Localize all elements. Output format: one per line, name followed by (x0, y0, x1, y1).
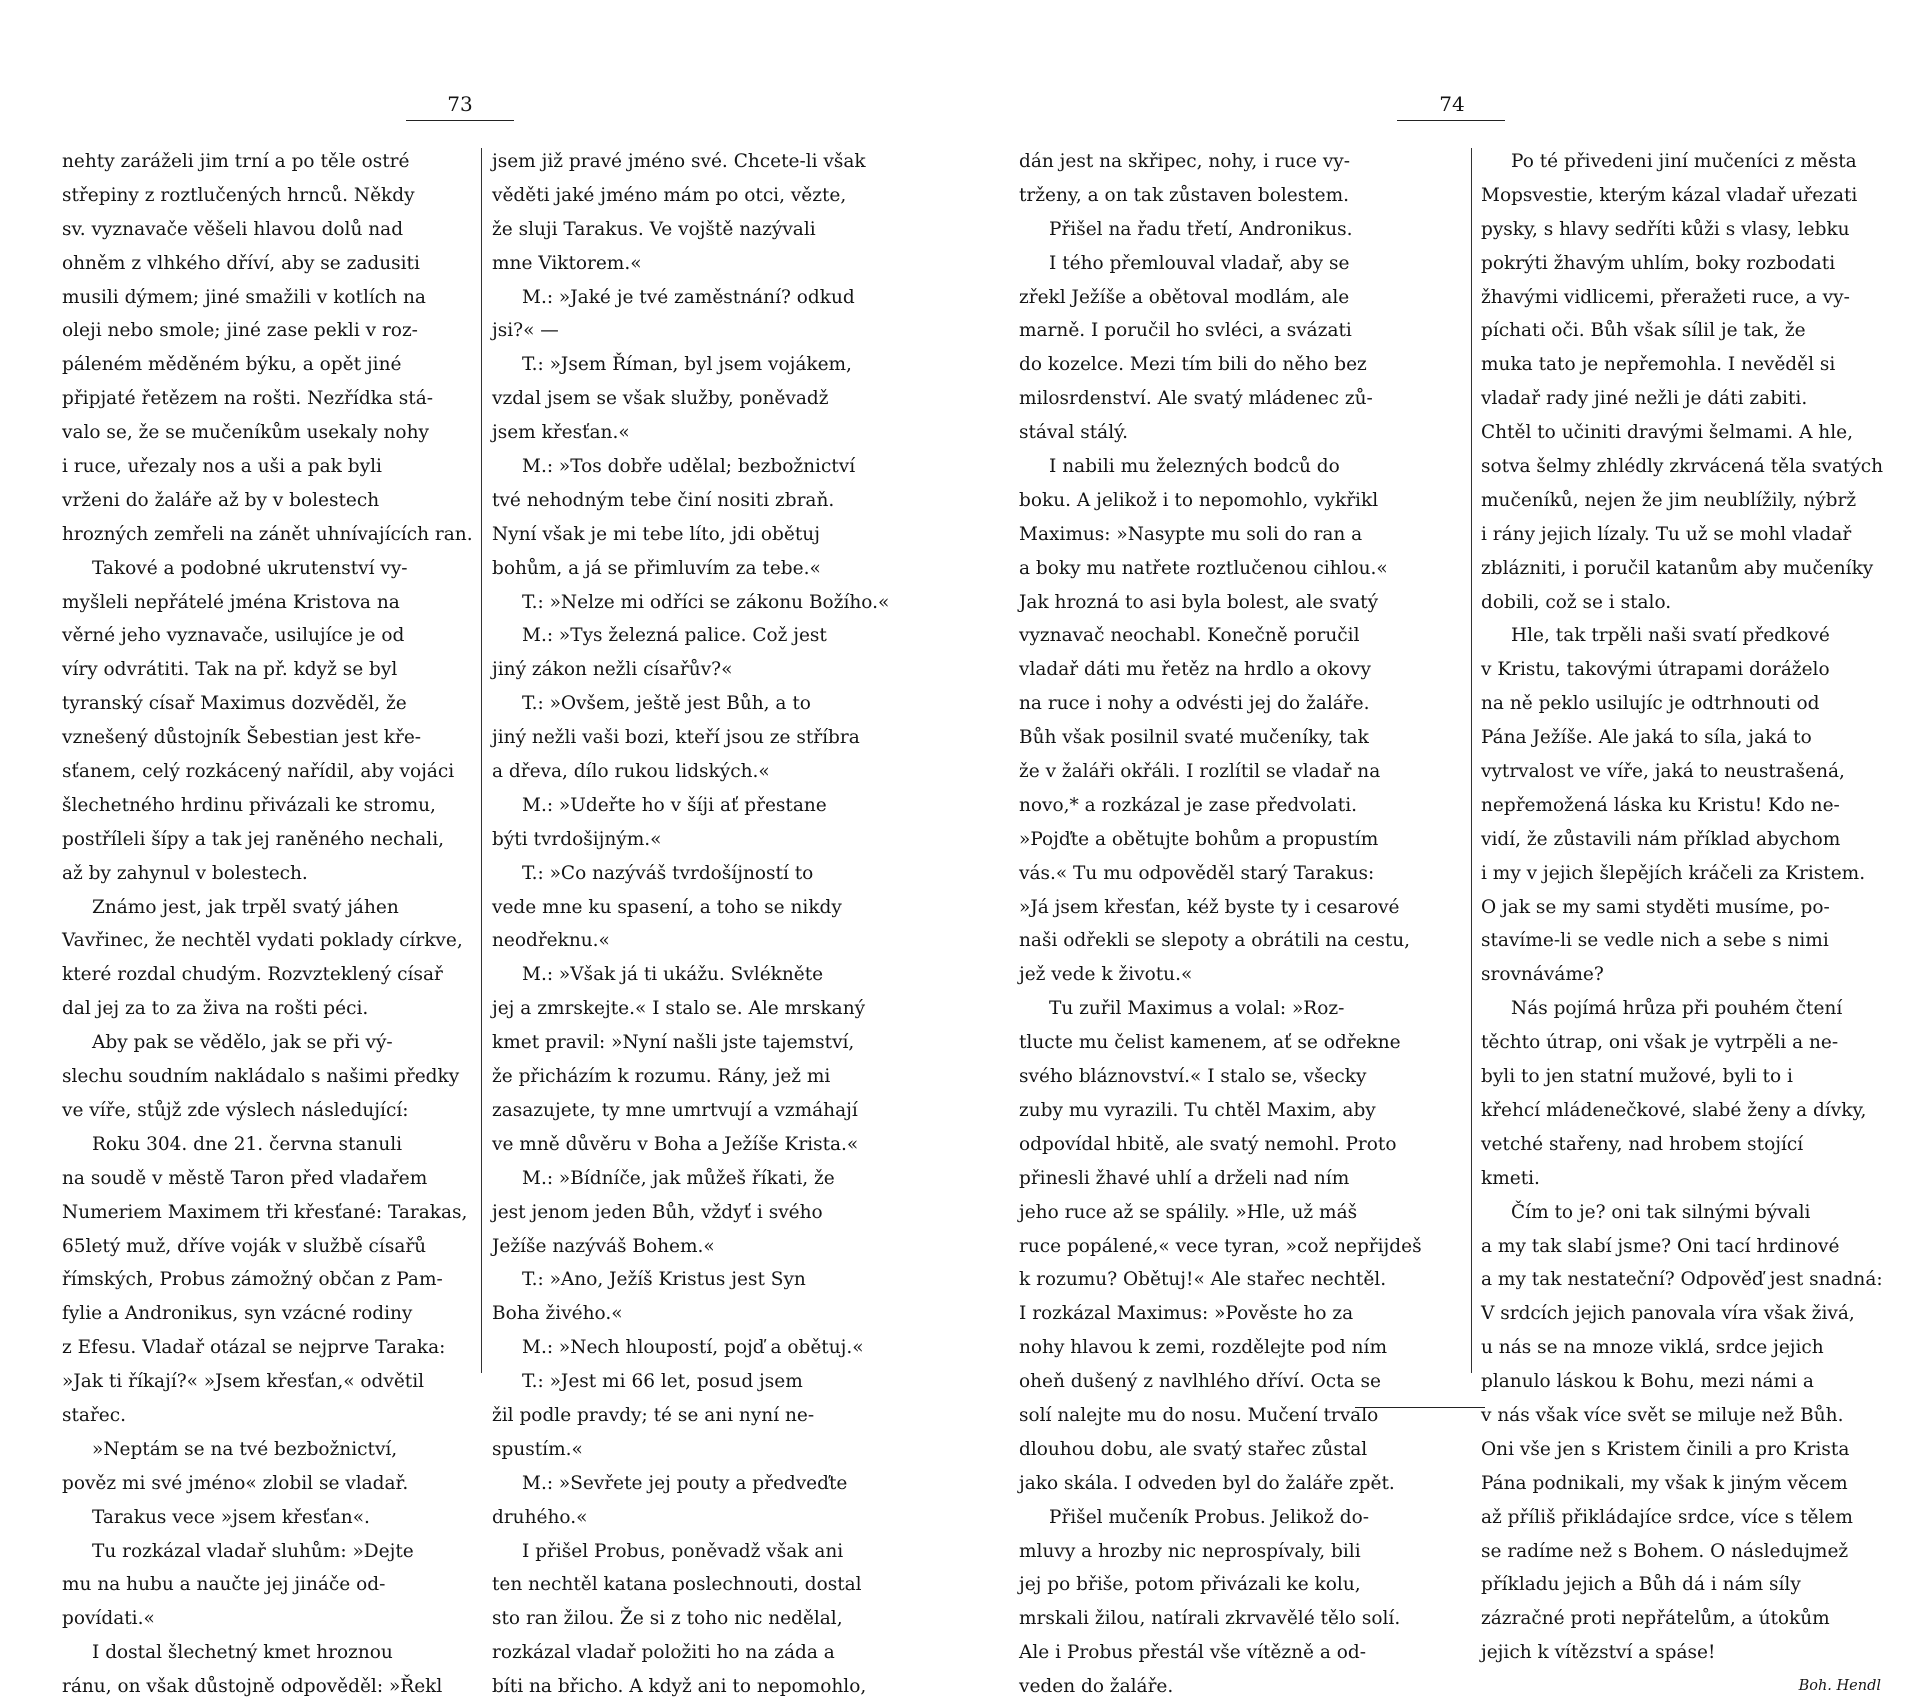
text-line: I tého přemlouval vladař, aby se (1049, 252, 1350, 274)
right-page (935, 0, 1884, 1698)
text-line: až příliš přikládajíce srdce, více s tělem (1481, 1506, 1853, 1528)
text-line: M.: »Tys železná palice. Což jest (522, 625, 827, 647)
text-line: připjaté řetězem na rošti. Nezřídka stá- (62, 388, 433, 410)
text-line: Přišel mučeník Probus. Jelikož do- (1049, 1506, 1369, 1528)
text-line: a my tak nestateční? Odpověď jest snadná: (1481, 1269, 1883, 1291)
text-line: příkladu jejich a Bůh dá i nám síly (1481, 1574, 1801, 1596)
text-line: oheň dušený z navlhlého dříví. Octa se (1019, 1371, 1381, 1393)
text-line: Mopsvestie, kterým kázal vladař uřezati (1481, 184, 1858, 206)
text-line: jej po břiše, potom přivázali ke kolu, (1019, 1574, 1361, 1596)
text-line: svého bláznovství.« I stalo se, všecky (1019, 1066, 1367, 1088)
text-line: Hle, tak trpěli naši svatí předkové (1511, 625, 1830, 647)
text-line: sťanem, celý rozkácený nařídil, aby vojáci (62, 761, 455, 783)
text-line: dlouhou dobu, ale svatý stařec zůstal (1019, 1438, 1368, 1460)
text-line: jeho ruce až se spálily. »Hle, už máš (1019, 1201, 1358, 1223)
text-line: k rozumu? Obětuj!« Ale stařec nechtěl. (1019, 1269, 1387, 1291)
text-line: Oni vše jen s Kristem činili a pro Krista (1481, 1438, 1850, 1460)
text-line: jiný nežli vaši bozi, kteří jsou ze stříbra (492, 727, 860, 749)
text-line: Roku 304. dne 21. června stanuli (92, 1133, 403, 1155)
text-line: M.: »Tos dobře udělal; bezbožnictví (522, 456, 856, 478)
text-line: že sluji Tarakus. Ve vojště nazývali (492, 218, 816, 240)
text-line: »Já jsem křesťan, kéž byste ty i cesarové (1019, 896, 1400, 918)
text-line: ve víře, stůjž zde výslech následující: (62, 1099, 409, 1121)
text-line: býti tvrdošijným.« (492, 828, 662, 850)
text-line: ohněm z vlhkého dříví, aby se zadusiti (62, 252, 420, 274)
text-line: M.: »Však já ti ukážu. Svlékněte (522, 964, 824, 986)
text-line: »Jak ti říkají?« »Jsem křesťan,« odvětil (62, 1371, 425, 1393)
text-line: Boha živého.« (492, 1303, 623, 1325)
text-line: musili dýmem; jiné smažili v kotlích na (62, 286, 426, 308)
text-line: Přišel na řadu třetí, Andronikus. (1049, 218, 1353, 240)
text-line: vidí, že zůstavili nám příklad abychom (1481, 828, 1841, 850)
text-line: tlucte mu čelist kamenem, ať se odřekne (1019, 1032, 1401, 1054)
text-line: T.: »Nelze mi odříci se zákonu Božího.« (522, 591, 890, 613)
text-line: Bůh však posilnil svaté mučeníky, tak (1019, 727, 1369, 749)
text-line: naši odřekli se slepoty a obrátili na cestu, (1019, 930, 1411, 952)
text-line: šlechetného hrdinu přivázali ke stromu, (62, 794, 436, 816)
text-line: M.: »Sevřete jej pouty a předveďte (522, 1472, 848, 1494)
text-line: ruce popálené,« vece tyran, »což nepřijdeš (1019, 1235, 1422, 1257)
text-line: T.: »Jsem Říman, byl jsem vojákem, (522, 354, 852, 376)
page-number-rule (406, 120, 514, 121)
closing-rule (1355, 1407, 1485, 1408)
text-line: i rány jejich lízaly. Tu už se mohl vladař (1481, 523, 1852, 545)
text-line: M.: »Udeřte ho v šíji ať přestane (522, 794, 827, 816)
page-number-rule (1397, 120, 1505, 121)
text-line: valo se, že se mučeníkům usekaly nohy (62, 422, 429, 444)
text-line: Nás pojímá hrůza při pouhém čtení (1511, 998, 1843, 1020)
text-line: mučeníků, nejen že jim neublížily, nýbrž (1481, 489, 1857, 511)
text-line: mluvy a hrozby nic neprospívaly, bili (1019, 1540, 1361, 1562)
text-line: nohy hlavou k zemi, rozdělejte pod ním (1019, 1337, 1388, 1359)
text-line: věrné jeho vyznavače, usilujíce je od (62, 625, 405, 647)
text-line: tyranský císař Maximus dozvěděl, že (62, 693, 407, 715)
text-line: se radíme než s Bohem. O následujmež (1481, 1540, 1849, 1562)
text-column (1019, 145, 1445, 1704)
text-line: sotva šelmy zhlédly zkrvácená těla svatých (1481, 456, 1884, 478)
text-line: »Neptám se na tvé bezbožnictví, (92, 1438, 398, 1460)
text-line: na soudě v městě Taron před vladařem (62, 1167, 428, 1189)
text-line: zblázniti, i poručil katanům aby mučeníky (1481, 557, 1874, 579)
text-line: nehty zaráželi jim trní a po těle ostré (62, 151, 410, 172)
text-line: víry odvrátiti. Tak na př. když se byl (62, 659, 398, 681)
text-line: pokrýti žhavým uhlím, boky rozbodati (1481, 252, 1836, 274)
text-column (1481, 145, 1907, 1704)
text-line: pysky, s hlavy sedříti kůži s vlasy, lebku (1481, 218, 1850, 240)
text-line: Ježíše nazýváš Bohem.« (492, 1235, 715, 1257)
text-line: žhavými vidlicemi, přeražeti ruce, a vy- (1481, 286, 1850, 308)
text-line: které rozdal chudým. Rozvzteklený císař (62, 964, 443, 986)
text-line: vyznavač neochabl. Konečně poručil (1019, 625, 1360, 647)
text-line: římských, Probus zámožný občan z Pam- (62, 1269, 443, 1291)
text-line: jsem již pravé jméno své. Chcete-li však (492, 151, 866, 172)
text-line: byli to jen statní mužové, byli to i (1481, 1066, 1793, 1088)
text-line: jiný zákon nežli císařův?« (492, 659, 733, 681)
text-line: T.: »Jest mi 66 let, posud jsem (522, 1371, 803, 1393)
text-line: druhého.« (492, 1506, 588, 1528)
text-column (62, 145, 488, 1704)
text-line: Aby pak se vědělo, jak se při vý- (92, 1032, 393, 1054)
text-line: mrskali žilou, natírali zkrvavělé tělo solí. (1019, 1608, 1401, 1630)
text-line: vznešený důstojník Šebestian jest kře- (62, 727, 422, 749)
text-line: T.: »Ano, Ježíš Kristus jest Syn (522, 1269, 806, 1291)
text-line: píchati oči. Bůh však sílil je tak, že (1481, 320, 1806, 342)
text-line: zázračné proti nepřátelům, a útokům (1481, 1608, 1830, 1630)
text-line: planulo láskou k Bohu, mezi námi a (1481, 1371, 1814, 1393)
text-line: Maximus: »Nasypte mu soli do ran a (1019, 523, 1363, 545)
text-line: nepřemožená láska ku Kristu! Kdo ne- (1481, 794, 1840, 816)
text-line: solí nalejte mu do nosu. Mučení trvalo (1019, 1404, 1379, 1426)
text-line: sto ran žilou. Že si z toho nic nedělal, (492, 1608, 843, 1630)
text-line: jako skála. I odveden byl do žaláře zpět. (1019, 1472, 1395, 1494)
text-line: Numeriem Maximem tři křesťané: Tarakas, (62, 1201, 468, 1223)
text-line: trženy, a on tak zůstaven bolestem. (1019, 184, 1350, 206)
text-line: ten nechtěl katana poslechnouti, dostal (492, 1574, 862, 1596)
text-line: odpovídal hbitě, ale svatý nemohl. Proto (1019, 1133, 1397, 1155)
text-line: vetché stařeny, nad hrobem stojící (1481, 1133, 1804, 1155)
text-line: dán jest na skřipec, nohy, i ruce vy- (1019, 151, 1350, 172)
text-line: a boky mu natřete roztlučenou cihlou.« (1019, 557, 1388, 579)
text-line: dobili, což se i stalo. (1481, 591, 1672, 613)
text-line: a dřeva, dílo rukou lidských.« (492, 761, 770, 783)
text-line: srovnáváme? (1481, 964, 1604, 986)
text-line: T.: »Co nazýváš tvrdošíjností to (522, 862, 814, 884)
column-divider (1471, 148, 1472, 1373)
text-line: 65letý muž, dříve voják v službě císařů (62, 1235, 427, 1257)
text-line: vladař rady jiné nežli je dáti zabiti. (1481, 388, 1808, 410)
text-line: ve mně důvěru v Boha a Ježíše Krista.« (492, 1133, 859, 1155)
text-line: jej a zmrskejte.« I stalo se. Ale mrskaný (492, 998, 866, 1020)
text-line: žil podle pravdy; té se ani nyní ne- (492, 1404, 815, 1426)
text-line: u nás se na mnoze viklá, srdce jejich (1481, 1337, 1824, 1359)
text-line: myšleli nepřátelé jména Kristova na (62, 591, 400, 613)
text-line: jejich k vítězství a spáse! (1481, 1642, 1716, 1664)
text-line: jsi?« — (492, 320, 559, 342)
text-line: M.: »Bídníče, jak můžeš říkati, že (522, 1167, 835, 1189)
text-line: vás.« Tu mu odpověděl starý Tarakus: (1019, 862, 1375, 884)
text-line: vzdal jsem se však služby, poněvadž (492, 388, 829, 410)
text-line: až by zahynul v bolestech. (62, 862, 308, 884)
text-line: kmeti. (1481, 1167, 1540, 1189)
text-line: i ruce, uřezaly nos a uši a pak byli (62, 456, 382, 478)
text-line: Čím to je? oni tak silnými bývali (1511, 1201, 1811, 1223)
text-line: Chtěl to učiniti dravými šelmami. A hle, (1481, 422, 1853, 444)
text-line: pověz mi své jméno« zlobil se vladař. (62, 1472, 409, 1494)
text-line: Pána podnikali, my však k jiným věcem (1481, 1472, 1848, 1494)
text-line: V srdcích jejich panovala víra však živá, (1481, 1303, 1855, 1325)
text-line: Známo jest, jak trpěl svatý jáhen (92, 896, 399, 918)
text-column (492, 145, 918, 1704)
text-line: milosrdenství. Ale svatý mládenec zů- (1019, 388, 1373, 410)
text-line: Takové a podobné ukrutenství vy- (92, 557, 408, 579)
text-line: stavíme-li se vedle nich a sebe s nimi (1481, 930, 1829, 952)
text-line: I dostal šlechetný kmet hroznou (92, 1642, 393, 1664)
text-line: těchto útrap, oni však je vytrpěli a ne- (1481, 1032, 1839, 1054)
text-line: Tarakus vece »jsem křesťan«. (92, 1506, 370, 1528)
text-line: jest jenom jeden Bůh, vždyť i svého (492, 1201, 823, 1223)
text-line: stával stálý. (1019, 422, 1128, 444)
text-line: vrženi do žaláře až by v bolestech (62, 489, 380, 511)
text-line: vede mne ku spasení, a toho se nikdy (492, 896, 842, 918)
text-line: dal jej za to za živa na rošti péci. (62, 998, 369, 1020)
text-line: zuby mu vyrazili. Tu chtěl Maxim, aby (1019, 1099, 1376, 1121)
text-line: Po té přivedeni jiní mučeníci z města (1511, 151, 1857, 172)
text-line: I nabili mu železných bodců do (1049, 456, 1340, 478)
text-line: i my v jejich šlepějích kráčeli za Kristem. (1481, 862, 1866, 884)
text-line: že přicházím k rozumu. Rány, jež mi (492, 1066, 831, 1088)
text-line: vytrvalost ve víře, jaká to neustrašená, (1481, 761, 1845, 783)
text-line: jež vede k životu.« (1019, 964, 1193, 986)
text-line: povídati.« (62, 1608, 155, 1630)
text-line: M.: »Nech hloupostí, pojď a obětuj.« (522, 1337, 864, 1359)
text-line: kmet pravil: »Nyní našli jste tajemství, (492, 1032, 855, 1054)
text-line: křehcí mládenečkové, slabé ženy a dívky, (1481, 1099, 1867, 1121)
text-line: v Kristu, takovými útrapami doráželo (1481, 659, 1830, 681)
text-line: Nyní však je mi tebe líto, jdi obětuj (492, 523, 820, 545)
text-line: tvé nehodným tebe činí nositi zbraň. (492, 489, 835, 511)
left-page (0, 0, 935, 1698)
text-line: Tu zuřil Maximus a volal: »Roz- (1049, 998, 1345, 1020)
text-line: veden do žaláře. (1019, 1676, 1174, 1698)
text-line: mu na hubu a naučte jej jináče od- (62, 1574, 386, 1596)
text-line: bohům, a já se přimluvím za tebe.« (492, 557, 821, 579)
text-line: hrozných zemřeli na zánět uhnívajících ran. (62, 523, 473, 545)
text-line: mne Viktorem.« (492, 252, 642, 274)
text-line: I přišel Probus, poněvadž však ani (522, 1540, 844, 1562)
text-line: T.: »Ovšem, ještě jest Bůh, a to (522, 693, 811, 715)
text-line: sv. vyznavače věšeli hlavou dolů nad (62, 218, 404, 240)
text-line: boku. A jelikož i to nepomohlo, vykřikl (1019, 489, 1379, 511)
text-line: a my tak slabí jsme? Oni tací hrdinové (1481, 1235, 1840, 1257)
page-number: 74 (1439, 92, 1465, 116)
text-line: Tu rozkázal vladař sluhům: »Dejte (92, 1540, 414, 1562)
text-line: Vavřinec, že nechtěl vydati poklady církve, (62, 930, 463, 952)
text-line: neodřeknu.« (492, 930, 610, 952)
text-line: vladař dáti mu řetěz na hrdlo a okovy (1019, 659, 1371, 681)
text-line: v nás však více svět se miluje než Bůh. (1481, 1404, 1844, 1426)
text-line: zřekl Ježíše a obětoval modlám, ale (1019, 286, 1350, 308)
page-number: 73 (447, 92, 473, 116)
author-signature: Boh. Hendl (1798, 1678, 1881, 1695)
text-line: spustím.« (492, 1438, 583, 1460)
text-line: bíti na břicho. A když ani to nepomohlo, (492, 1676, 867, 1698)
text-line: že v žaláři okřáli. I rozlítil se vladař na (1019, 761, 1381, 783)
text-line: ránu, on však důstojně odpověděl: »Řekl (62, 1676, 443, 1698)
text-line: věděti jaké jméno mám po otci, vězte, (492, 184, 847, 206)
text-line: O jak se my sami styděti musíme, po- (1481, 896, 1830, 918)
text-line: Ale i Probus přestál vše vítězně a od- (1019, 1642, 1367, 1664)
text-line: stařec. (62, 1404, 126, 1426)
text-line: marně. I poručil ho svléci, a svázati (1019, 320, 1352, 342)
text-line: oleji nebo smole; jiné zase pekli v roz- (62, 320, 418, 342)
text-line: zasazujete, ty mne umrtvují a vzmáhají (492, 1099, 858, 1121)
text-line: novo,* a rozkázal je zase předvolati. (1019, 794, 1358, 816)
text-line: I rozkázal Maximus: »Pověste ho za (1019, 1303, 1354, 1325)
text-line: přinesli žhavé uhlí a drželi nad ním (1019, 1167, 1350, 1189)
text-line: muka tato je nepřemohla. I nevěděl si (1481, 354, 1836, 376)
column-divider (481, 148, 482, 1373)
text-line: postříleli šípy a tak jej raněného nechali, (62, 828, 445, 850)
text-line: fylie a Andronikus, syn vzácné rodiny (62, 1303, 413, 1325)
text-line: do kozelce. Mezi tím bili do něho bez (1019, 354, 1367, 376)
text-line: na ně peklo usilujíc je odtrhnouti od (1481, 693, 1820, 715)
text-line: slechu soudním nakládalo s našimi předky (62, 1066, 460, 1088)
text-line: M.: »Jaké je tvé zaměstnání? odkud (522, 286, 855, 308)
text-line: rozkázal vladař položiti ho na záda a (492, 1642, 835, 1664)
text-line: Jak hrozná to asi byla bolest, ale svatý (1019, 591, 1379, 613)
text-line: jsem křesťan.« (492, 422, 630, 444)
text-line: »Pojďte a obětujte bohům a propustím (1019, 828, 1379, 850)
text-line: na ruce i nohy a odvésti jej do žaláře. (1019, 693, 1370, 715)
text-line: z Efesu. Vladař otázal se nejprve Taraka: (62, 1337, 446, 1359)
text-line: Pána Ježíše. Ale jaká to síla, jaká to (1481, 727, 1812, 749)
text-line: páleném měděném býku, a opět jiné (62, 354, 402, 376)
text-line: střepiny z roztlučených hrnců. Někdy (62, 184, 415, 206)
